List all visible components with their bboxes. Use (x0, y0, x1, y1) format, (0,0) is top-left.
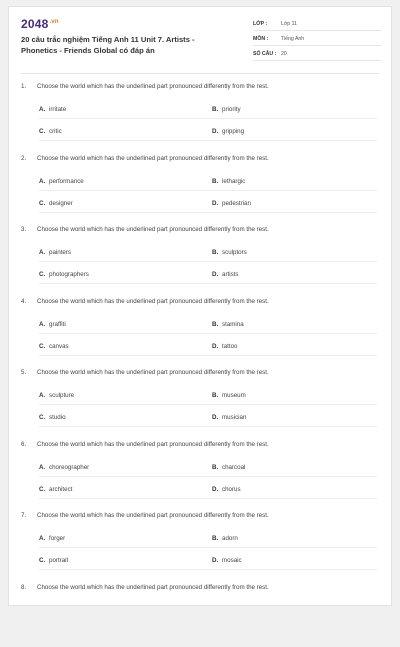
option-text: museum (222, 392, 246, 399)
option-text: painters (49, 249, 71, 256)
question-number: 3. (21, 226, 37, 233)
option-letter: C. (39, 414, 49, 421)
answer-option[interactable] (39, 128, 62, 135)
option-text: canvas (49, 343, 69, 350)
answer-option[interactable] (39, 464, 89, 471)
option-letter: D. (212, 414, 222, 421)
question-prompt: Choose the world which has the underlined part pronounced differently from the rest. (37, 369, 269, 376)
answer-option[interactable] (39, 486, 72, 493)
question-prompt: Choose the world which has the underlined part pronounced differently from the rest. (37, 441, 269, 448)
question-item (9, 361, 391, 433)
question-text (21, 226, 269, 233)
option-text: irritate (49, 106, 66, 113)
option-divider (39, 547, 377, 548)
quiz-sheet (8, 6, 392, 606)
answer-option[interactable] (39, 271, 89, 278)
option-divider (39, 404, 377, 405)
option-letter: C. (39, 343, 49, 350)
question-item (9, 75, 391, 147)
meta-label: LỚP : (253, 21, 281, 27)
option-letter: B. (212, 392, 222, 399)
option-text: graffiti (49, 321, 66, 328)
page-title: 20 câu trắc nghiệm Tiếng Anh 11 Unit 7. Artists - Phonetics - Friends Global có đáp án (21, 35, 226, 56)
option-letter: D. (212, 200, 222, 207)
option-letter: B. (212, 249, 222, 256)
option-letter: A. (39, 178, 49, 185)
logo-suffix: .vn (50, 19, 59, 25)
option-text: adorn (222, 535, 238, 542)
option-letter: D. (212, 557, 222, 564)
question-text (21, 369, 269, 376)
option-letter: B. (212, 321, 222, 328)
answer-option[interactable] (212, 200, 251, 207)
answer-option[interactable] (212, 486, 241, 493)
answer-option[interactable] (212, 392, 246, 399)
logo-brand: 2048 (21, 17, 49, 31)
option-divider (39, 190, 377, 191)
meta-row-subject (253, 32, 381, 46)
option-letter: D. (212, 486, 222, 493)
header (9, 7, 391, 75)
option-divider (39, 355, 377, 356)
meta-value: 20 (281, 51, 287, 57)
answer-option[interactable] (212, 178, 245, 185)
option-text: portrait (49, 557, 68, 564)
site-logo[interactable] (21, 17, 59, 31)
option-text: studio (49, 414, 66, 421)
option-letter: A. (39, 106, 49, 113)
question-number: 4. (21, 298, 37, 305)
option-letter: D. (212, 343, 222, 350)
answer-option[interactable] (212, 128, 244, 135)
meta-value: Tiếng Anh (281, 36, 304, 42)
answer-option[interactable] (212, 464, 245, 471)
question-item (9, 433, 391, 505)
option-divider (39, 212, 377, 213)
option-divider (39, 283, 377, 284)
option-letter: C. (39, 557, 49, 564)
option-text: chorus (222, 486, 241, 493)
option-divider (39, 498, 377, 499)
option-divider (39, 140, 377, 141)
option-text: performance (49, 178, 84, 185)
option-letter: B. (212, 106, 222, 113)
option-letter: C. (39, 200, 49, 207)
option-text: sculpture (49, 392, 74, 399)
meta-value: Lớp 11 (281, 21, 297, 27)
option-letter: A. (39, 464, 49, 471)
question-prompt: Choose the world which has the underlined part pronounced differently from the rest. (37, 298, 269, 305)
answer-option[interactable] (39, 178, 84, 185)
question-list (9, 75, 391, 647)
question-item (9, 576, 391, 647)
meta-row-class (253, 17, 381, 31)
option-text: artists (222, 271, 239, 278)
answer-option[interactable] (212, 557, 242, 564)
question-number: 2. (21, 155, 37, 162)
question-number: 6. (21, 441, 37, 448)
option-text: sculptors (222, 249, 247, 256)
option-divider (39, 476, 377, 477)
answer-option[interactable] (39, 414, 66, 421)
option-letter: B. (212, 178, 222, 185)
question-prompt: Choose the world which has the underlined part pronounced differently from the rest. (37, 83, 269, 90)
option-letter: C. (39, 271, 49, 278)
option-text: pedestrian (222, 200, 251, 207)
option-text: forger (49, 535, 65, 542)
option-letter: C. (39, 486, 49, 493)
question-item (9, 147, 391, 219)
option-text: musician (222, 414, 246, 421)
question-text (21, 83, 269, 90)
option-text: stamina (222, 321, 244, 328)
answer-option[interactable] (212, 249, 247, 256)
header-divider (21, 73, 379, 74)
option-text: priority (222, 106, 241, 113)
option-text: designer (49, 200, 73, 207)
question-text (21, 155, 269, 162)
question-number: 1. (21, 83, 37, 90)
answer-option[interactable] (39, 392, 74, 399)
answer-option[interactable] (212, 321, 244, 328)
meta-label: SỐ CÂU : (253, 51, 281, 57)
option-text: gripping (222, 128, 244, 135)
answer-option[interactable] (39, 249, 71, 256)
option-letter: C. (39, 128, 49, 135)
quiz-meta (253, 17, 381, 62)
option-text: charcoal (222, 464, 245, 471)
option-divider (39, 261, 377, 262)
option-divider (39, 426, 377, 427)
option-text: lethargic (222, 178, 245, 185)
option-text: tattoo (222, 343, 237, 350)
option-text: choreographer (49, 464, 89, 471)
option-letter: B. (212, 464, 222, 471)
question-text (21, 441, 269, 448)
option-letter: D. (212, 271, 222, 278)
answer-option[interactable] (212, 343, 237, 350)
option-divider (39, 333, 377, 334)
option-letter: A. (39, 535, 49, 542)
answer-option[interactable] (212, 271, 239, 278)
answer-option[interactable] (212, 414, 246, 421)
question-prompt: Choose the world which has the underlined part pronounced differently from the rest. (37, 226, 269, 233)
question-item (9, 290, 391, 362)
option-text: photographers (49, 271, 89, 278)
answer-option[interactable] (39, 106, 66, 113)
meta-row-count (253, 47, 381, 61)
question-number: 5. (21, 369, 37, 376)
question-prompt: Choose the world which has the underlined part pronounced differently from the rest. (37, 512, 269, 519)
option-letter: D. (212, 128, 222, 135)
answer-option[interactable] (212, 106, 241, 113)
question-text (21, 298, 269, 305)
question-prompt: Choose the world which has the underlined part pronounced differently from the rest. (37, 584, 269, 591)
answer-option[interactable] (39, 321, 66, 328)
answer-option[interactable] (39, 557, 68, 564)
option-letter: A. (39, 321, 49, 328)
option-text: mosaic (222, 557, 242, 564)
option-divider (39, 118, 377, 119)
answer-option[interactable] (39, 343, 69, 350)
option-text: critic (49, 128, 62, 135)
question-text (21, 584, 269, 591)
answer-option[interactable] (39, 535, 65, 542)
option-text: architect (49, 486, 72, 493)
option-divider (39, 569, 377, 570)
option-letter: B. (212, 535, 222, 542)
answer-option[interactable] (39, 200, 73, 207)
option-letter: A. (39, 249, 49, 256)
question-item (9, 218, 391, 290)
answer-option[interactable] (212, 535, 238, 542)
question-number: 7. (21, 512, 37, 519)
question-text (21, 512, 269, 519)
question-item (9, 504, 391, 576)
question-prompt: Choose the world which has the underlined part pronounced differently from the rest. (37, 155, 269, 162)
meta-label: MÔN : (253, 36, 281, 42)
question-number: 8. (21, 584, 37, 591)
option-letter: A. (39, 392, 49, 399)
